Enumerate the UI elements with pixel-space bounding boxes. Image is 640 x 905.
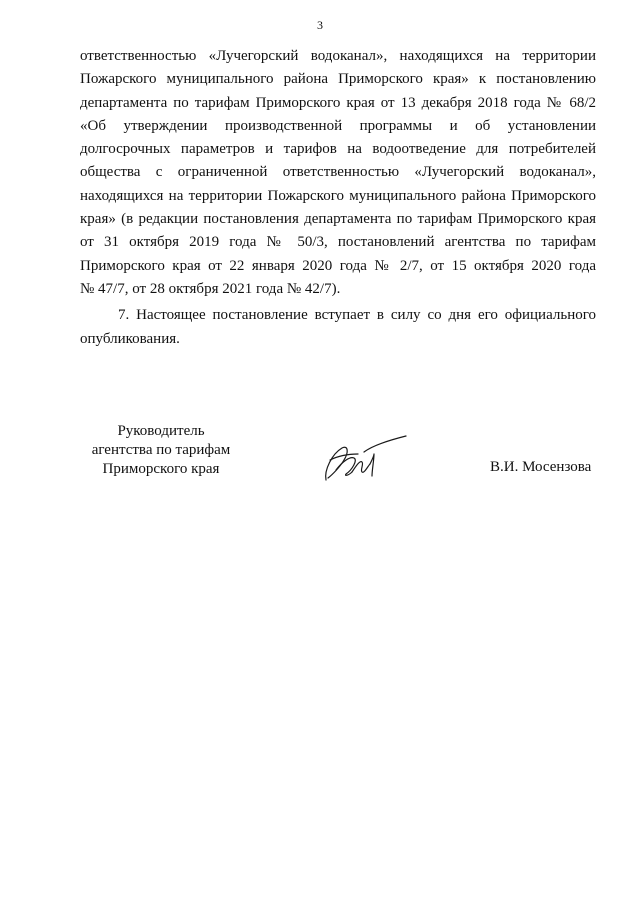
text-line: края» (в редакции постановления департамента по тарифам Приморского края <box>80 211 596 228</box>
document-body <box>80 45 596 351</box>
text-line: находящихся на территории Пожарского муниципального района Приморского <box>80 187 596 204</box>
text-line: опубликования. <box>80 330 180 347</box>
text-line: ответственностью «Лучегорский водоканал», находящихся на территории <box>80 48 596 64</box>
signatory-position-line: Приморского края <box>102 461 220 477</box>
text-line: от 31 октября 2019 года № 50/3, постановлений агентства по тарифам <box>80 234 596 251</box>
signatory-position-line: Руководитель <box>117 423 205 439</box>
paragraph-continuation <box>80 45 596 301</box>
signatory-name: В.И. Мосензова <box>490 459 592 475</box>
page-number: 3 <box>317 18 323 32</box>
text-line: «Об утверждении производственной программы и об установлении <box>80 117 596 134</box>
text-line: долгосрочных параметров и тарифов на водоотведение для потребителей <box>80 141 596 158</box>
text-line: Пожарского муниципального района Приморского края» к постановлению <box>80 71 596 88</box>
handwritten-signature-icon <box>318 430 410 488</box>
signatory-position <box>76 422 246 479</box>
text-line: Приморского края от 22 января 2020 года № 2/7, от 15 октября 2020 года <box>80 257 596 274</box>
text-line: общества с ограниченной ответственностью «Лучегорский водоканал», <box>80 164 596 181</box>
paragraph-item-7 <box>80 304 596 351</box>
text-line: департамента по тарифам Приморского края от 13 декабря 2018 года № 68/2 <box>80 94 596 111</box>
signatory-position-line: агентства по тарифам <box>91 442 231 458</box>
signature-block <box>0 422 640 492</box>
text-line: № 47/7, от 28 октября 2021 года № 42/7). <box>80 280 341 297</box>
text-line: 7. Настоящее постановление вступает в силу со дня его официального <box>118 307 596 324</box>
